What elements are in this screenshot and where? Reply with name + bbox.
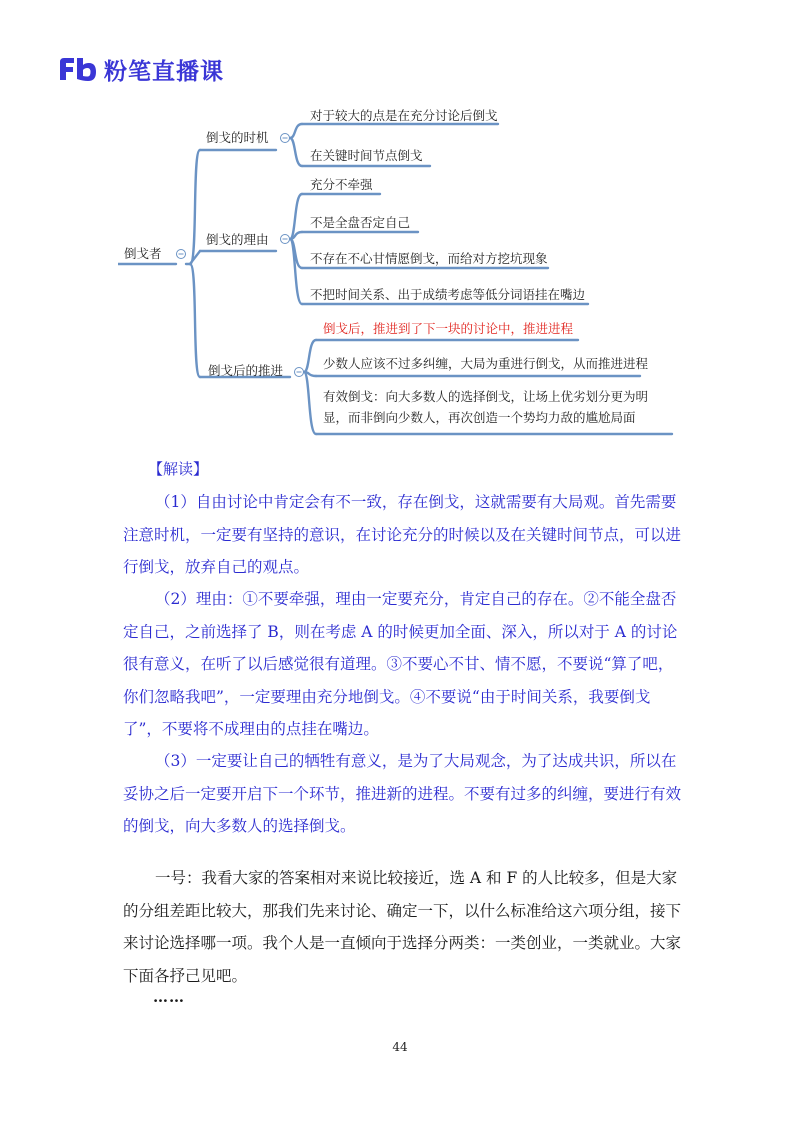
interpretation-paragraph-2: （2）理由：①不要牵强，理由一定要充分，肯定自己的存在。②不能全盘否定自己，之前选择了 B，则在考虑 A 的时候更加全面、深入，所以对于 A 的讨论很有意义，在听了以后感觉很有道理。③不要心不甘、情不愿，不要说“算了吧，你们忽略我吧”，一定要理由充分地倒戈。④不要说“由于时间关系，我要倒戈了”，不要将不成理由的点挂在嘴边。: [123, 590, 678, 738]
mind-map: [118, 104, 678, 440]
brand-logo: [58, 52, 224, 86]
page-number: 44: [392, 1040, 408, 1054]
dialogue-paragraph: 一号：我看大家的答案相对来说比较接近，选 A 和 F 的人比较多，但是大家的分组差距比较大，那我们先来讨论、确定一下，以什么标准给这六项分组，接下来讨论选择哪一项。我个人是一直倾向于选择分两类：一类创业，一类就业。大家下面各抒己见吧。: [123, 869, 682, 985]
mindmap-leaf: 不存在不心甘情愿倒戈，而给对方挖坑现象: [310, 251, 548, 266]
mindmap-branch-after: 倒戈后的推进: [208, 363, 284, 378]
mindmap-leaf: 充分不牵强: [310, 177, 373, 192]
interpretation-paragraph-3: （3）一定要让自己的牺牲有意义，是为了大局观念，为了达成共识，所以在妥协之后一定要开启下一个环节，推进新的进程。不要有过多的纠缠，要进行有效的倒戈，向大多数人的选择倒戈。: [123, 752, 682, 835]
mindmap-branch-timing: 倒戈的时机: [206, 130, 269, 145]
interpretation-title: 【解读】: [148, 460, 209, 478]
mindmap-leaf: 对于较大的点是在充分讨论后倒戈: [310, 108, 498, 123]
fb-logo-icon: [58, 56, 98, 82]
mindmap-leaf: 有效倒戈：向大多数人的选择倒戈，让场上优劣划分更为明显，而非倒向少数人，再次创造一个势均力敌的尴尬局面: [323, 389, 649, 425]
ellipsis: ……: [153, 988, 185, 1006]
mindmap-branch-reason: 倒戈的理由: [206, 232, 269, 247]
mindmap-leaf: 不把时间关系、出于成绩考虑等低分词语挂在嘴边: [310, 287, 586, 302]
mindmap-leaf: 少数人应该不过多纠缠，大局为重进行倒戈，从而推进进程: [323, 356, 649, 371]
mindmap-root-label: 倒戈者: [124, 246, 162, 261]
mindmap-leaf: 不是全盘否定自己: [310, 215, 411, 230]
interpretation-paragraph-1: （1）自由讨论中肯定会有不一致，存在倒戈，这就需要有大局观。首先需要注意时机，一定要有坚持的意识，在讨论充分的时候以及在关键时间节点，可以进行倒戈，放弃自己的观点。: [123, 493, 682, 576]
mindmap-leaf: 在关键时间节点倒戈: [310, 148, 423, 163]
brand-name: 粉笔直播课: [104, 58, 224, 85]
mindmap-leaf-highlight: 倒戈后，推进到了下一块的讨论中，推进进程: [323, 321, 574, 336]
